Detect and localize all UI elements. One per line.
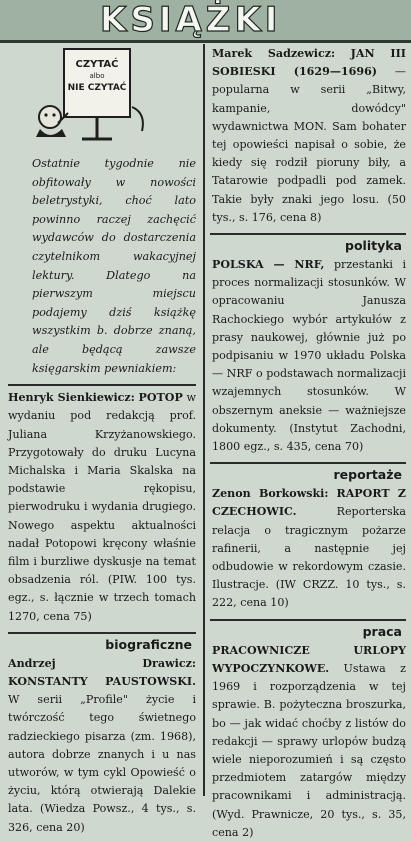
article-title: PRACOWNICZE URLOPY WYPOCZYNKOWE. bbox=[212, 643, 406, 675]
article-raport bbox=[210, 485, 406, 612]
masthead-title: KSIĄŻKI bbox=[100, 0, 282, 40]
article-potop bbox=[8, 389, 196, 626]
article-paustowski bbox=[8, 655, 196, 837]
right-column bbox=[210, 45, 406, 842]
logo-text-line-3: NIE CZYTAĆ bbox=[67, 83, 127, 93]
article-urlopy bbox=[210, 642, 406, 842]
article-title: RAPORT Z CZECHOWIC. bbox=[212, 487, 406, 519]
article-author: Marek Sadzewicz: bbox=[212, 47, 336, 60]
reader-book-illustration-icon bbox=[28, 47, 158, 143]
section-heading-praca: praca bbox=[210, 619, 406, 642]
article-author: Andrzej Drawicz: bbox=[8, 656, 196, 670]
article-sobieski bbox=[210, 45, 406, 227]
article-body: — popularna w serii „Bitwy, kampanie, dowódcy" wydawnictwa MON. Sam bohater tej opowieści napisał o sobie, że kiedy się rodził pioruny biły, a Tatarowie podpadli pod zamek. Takie były znaki jego losu. (50 tys., s. 176, cena 8) bbox=[212, 65, 406, 224]
intro-paragraph bbox=[8, 155, 196, 378]
logo-text-line-1: CZYTAĆ bbox=[75, 59, 119, 70]
section-heading-biograficzne: biograficzne bbox=[8, 632, 196, 655]
column-divider bbox=[203, 44, 205, 796]
article-author: Zenon Borkowski: bbox=[212, 487, 329, 501]
intro-text: Ostatnie tygodnie nie obfitowały w nowości beletrystyki, choć lato powinno raczej zachęcić wydawców do dostarczenia czytelnikom wakacyjnej lektury. Dlatego na pierwszym miejscu podajemy dziś książkę wszystkim b. dobrze znaną, ale będącą zawsze księgarskim pewniakiem: bbox=[32, 157, 196, 375]
article-title: POTOP bbox=[138, 391, 183, 405]
section-heading-reportaze: reportaże bbox=[210, 462, 406, 485]
article-body: w wydaniu pod redakcją prof. Juliana Krzyżanowskiego. Przygotowały do druku Lucyna Michalska i Maria Skalska na podstawie rękopisu, pierwodruku i wydania drugiego. Nowego aspektu aktualności nadał Potopowi kręcony właśnie film i burzliwe dyskusje na temat obsadzenia ról. (PIW. 100 tys. egz., s. łącznie w trzech tomach 1270, cena 75) bbox=[8, 391, 197, 623]
section-heading-polityka: polityka bbox=[210, 233, 406, 256]
article-title: JAN III SOBIESKI (1629—1696) bbox=[212, 47, 406, 79]
left-column bbox=[8, 45, 196, 837]
article-body: Reporterska relacja o tragicznym pożarze rafinerii, a następnie jej odbudowie w rekordowym czasie. Ilustracje. (IW CRZZ. 10 tys., s. 222, cena 10) bbox=[212, 505, 406, 610]
article-body: W serii „Profile" życie i twórczość tego świetnego radzieckiego pisarza (zm. 1968), autora dobrze znanych i u nas utworów, w tym cykl Opowieść o życiu, którą otwierają Dalekie lata. (Wiedza Powsz., 4 tys., s. 326, cena 20) bbox=[8, 693, 196, 834]
masthead bbox=[0, 0, 411, 43]
article-title: KONSTANTY PAUSTOWSKI. bbox=[8, 674, 196, 688]
article-body: Ustawa z 1969 i rozporządzenia w tej sprawie. B. pożyteczna broszurka, bo — jak widać choćby z listów do redakcji — sprawy urlopów budzą wiele nieporozumień i są często przedmiotem zatargów między pracownikami i administracją. (Wyd. Prawnicze, 20 tys., s. 35, cena 2) bbox=[212, 661, 406, 839]
article-body: przestanki i proces normalizacji stosunków. W opracowaniu Janusza Rachockiego wybór artykułów z prasy naukowej, głównie już po podpisaniu w 1970 układu Polska — NRF o podstawach normalizacji wzajemnych stosunków. W obszernym aneksie — ważniejsze dokumenty. (Instytut Zachodni, 1800 egz., s. 435, cena 70) bbox=[212, 258, 406, 454]
column-logo bbox=[8, 45, 196, 145]
logo-text-line-2: albo bbox=[89, 72, 105, 80]
article-polska-nrf bbox=[210, 256, 406, 456]
article-author: Henryk Sienkiewicz: bbox=[8, 391, 135, 405]
article-title: POLSKA — NRF, bbox=[212, 258, 325, 272]
separator bbox=[8, 384, 196, 386]
